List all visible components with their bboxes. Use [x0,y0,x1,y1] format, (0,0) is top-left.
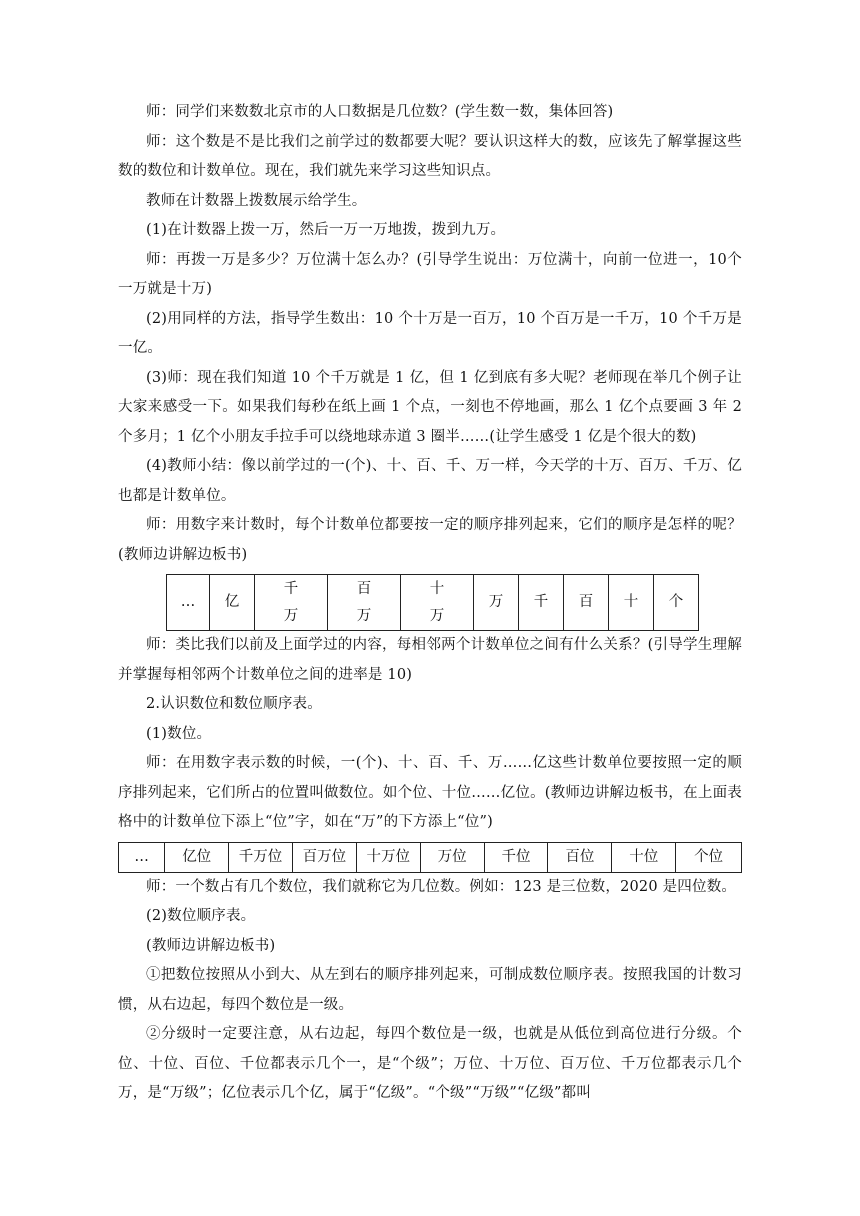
table-cell: 万 [474,575,519,631]
table-cell: 百 [564,575,609,631]
table-cell: 千位 [484,842,548,872]
paragraph: 师：用数字来计数时，每个计数单位都要按一定的顺序排列起来，它们的顺序是怎样的呢？(教师边讲解边板书) [118,517,742,563]
place-value-table [118,842,742,873]
table-cell: 百 万 [328,575,401,631]
table-cell: 十位 [612,842,676,872]
table-cell: 千万位 [229,842,293,872]
paragraphs-after-table2 [118,873,742,1109]
paragraph: 师：再拨一万是多少？万位满十怎么办？(引导学生说出：万位满十，向前一位进一，10个一万就是十万) [118,251,742,297]
table-cell: … [167,575,210,631]
paragraph: 师：同学们来数数北京市的人口数据是几位数？(学生数一数，集体回答) [146,104,614,120]
paragraph: ②分级时一定要注意，从右边起，每四个数位是一级，也就是从低位到高位进行分级。个位、十位、百位、千位都表示几个一，是“个级”；万位、十万位、百万位、千万位都表示几个万，是“万级”；亿位表示几个亿，属于“亿级”。“个级”“万级”“亿级”都叫 [118,1026,742,1101]
table-cell: 百位 [548,842,612,872]
paragraph: 2.认识数位和数位顺序表。 [146,696,322,712]
paragraph: 师：一个数占有几个数位，我们就称它为几位数。例如：123 是三位数，2020 是四位数。 [146,878,737,895]
table-cell: 个位 [676,842,742,872]
document-body [118,98,742,1109]
paragraph: (1)在计数器上拨一万，然后一万一万地拨，拨到九万。 [146,222,506,238]
table-cell: 十 [609,575,654,631]
table-cell: 亿位 [165,842,229,872]
paragraph: ①把数位按照从小到大、从左到右的顺序排列起来，可制成数位顺序表。按照我国的计数习惯，从右边起，每四个数位是一级。 [118,967,742,1013]
counting-units-table [166,574,699,631]
table-cell: … [119,842,165,872]
table-row [167,575,699,631]
table-cell: 十 万 [401,575,474,631]
paragraph: (1)数位。 [146,725,212,742]
paragraphs-between-tables [118,631,742,838]
paragraph: 师：这个数是不是比我们之前学过的数都要大呢？要认识这样大的数，应该先了解掌握这些数的数位和计数单位。现在，我们就先来学习这些知识点。 [118,133,742,179]
paragraph: 师：类比我们以前及上面学过的内容，每相邻两个计数单位之间有什么关系？(引导学生理解并掌握每相邻两个计数单位之间的进率是 10) [118,637,742,683]
paragraph: (教师边讲解边板书) [146,937,276,954]
paragraph: (2)数位顺序表。 [146,908,256,924]
table-cell: 千 [519,575,564,631]
table-cell: 十万位 [356,842,420,872]
paragraph: (3)师：现在我们知道 10 个千万就是 1 亿，但 1 亿到底有多大呢？老师现在举几个例子让大家来感受一下。如果我们每秒在纸上画 1 个点，一刻也不停地画，那么 1 亿个点要画 3 年 2 个多月；1 亿个小朋友手拉手可以绕地球赤道 3 圈半……(让学生感受 1 亿是个很大的数) [118,369,742,445]
paragraph: 教师在计数器上拨数展示给学生。 [146,192,367,209]
paragraph: 师：在用数字表示数的时候，一(个)、十、百、千、万……亿这些计数单位要按照一定的顺序排列起来，它们所占的位置叫做数位。如个位、十位……亿位。(教师边讲解边板书，在上面表格中的计数单位下添上“位”字，如在“万”的下方添上“位”) [118,755,742,830]
table-cell: 个 [654,575,699,631]
paragraph: (4)教师小结：像以前学过的一(个)、十、百、千、万一样，今天学的十万、百万、千万、亿也都是计数单位。 [118,458,742,504]
table-row [119,842,742,872]
table-cell: 千 万 [255,575,328,631]
table-cell: 万位 [420,842,484,872]
paragraphs-before-table1 [118,98,742,570]
table-cell: 亿 [210,575,255,631]
table-cell: 百万位 [292,842,356,872]
paragraph: (2)用同样的方法，指导学生数出：10 个十万是一百万，10 个百万是一千万，10 个千万是一亿。 [118,310,742,356]
